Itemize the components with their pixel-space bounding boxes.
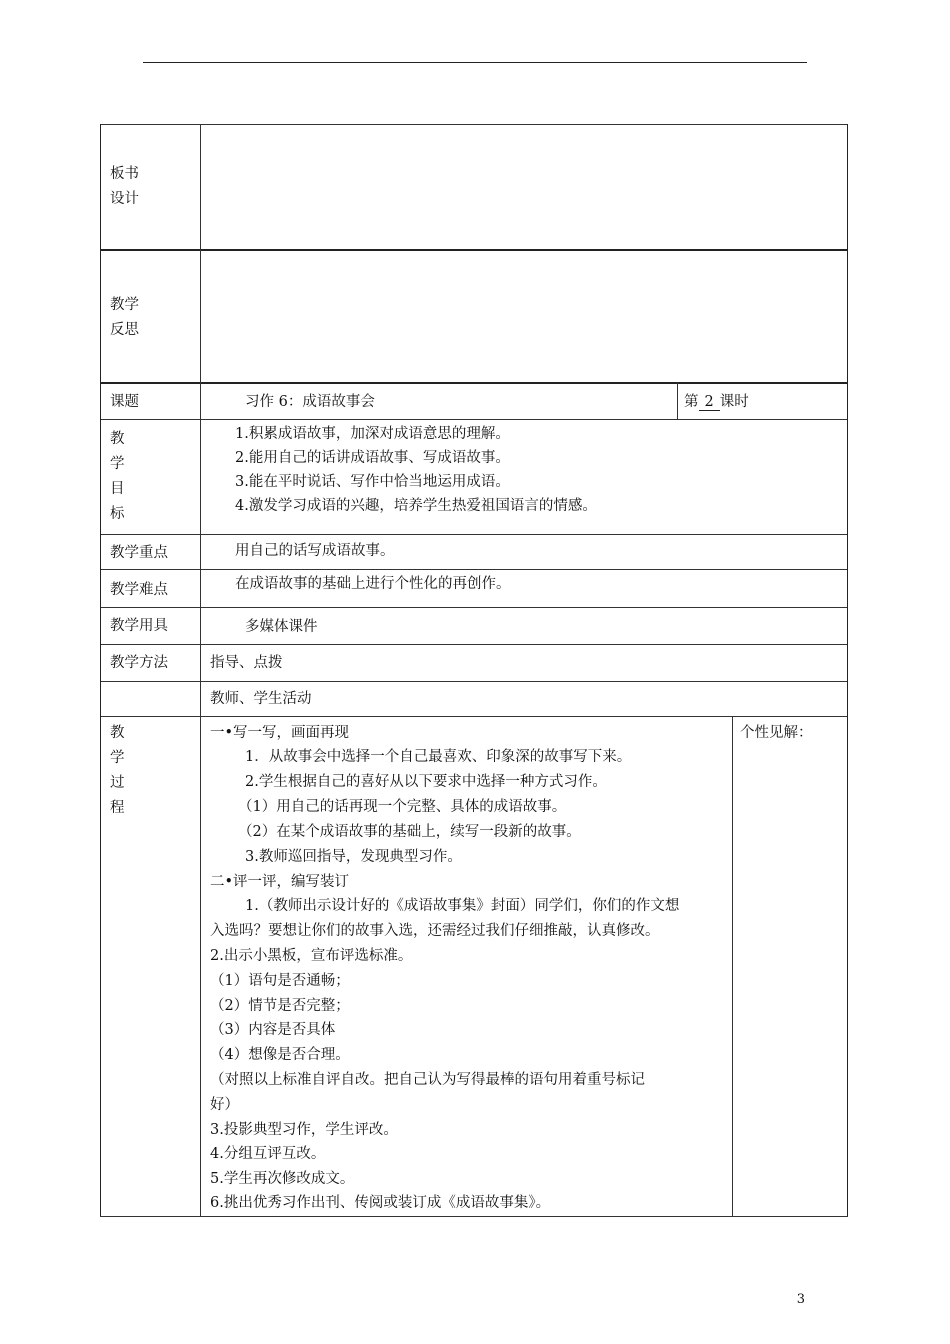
notes-column-divider xyxy=(732,716,733,1216)
row-divider xyxy=(100,249,848,251)
goal-item: 4.激发学习成语的兴趣，培养学生热爱祖国语言的情感。 xyxy=(235,498,597,514)
row-divider xyxy=(100,607,848,608)
process-line: 2.出示小黑板，宣布评选标准。 xyxy=(210,948,413,964)
key-point-value: 用自己的话写成语故事。 xyxy=(235,543,395,559)
process-line: （1）用自己的话再现一个完整、具体的成语故事。 xyxy=(238,799,567,815)
goals-label-char: 目 xyxy=(110,481,125,497)
row-divider xyxy=(100,716,848,717)
goal-item: 2.能用自己的话讲成语故事、写成语故事。 xyxy=(235,450,510,466)
row-divider xyxy=(100,419,848,420)
reflection-label: 反思 xyxy=(110,322,139,338)
topic-value: 习作 6：成语故事会 xyxy=(245,394,375,410)
lesson-prefix: 第 xyxy=(684,394,699,410)
process-line: （4）想像是否合理。 xyxy=(210,1047,350,1063)
process-line: （2）情节是否完整； xyxy=(210,998,350,1014)
method-label: 教学方法 xyxy=(110,655,168,671)
personal-notes-label: 个性见解： xyxy=(740,725,813,741)
header-rule xyxy=(143,62,807,63)
goals-label-char: 学 xyxy=(110,456,125,472)
row-divider xyxy=(100,382,848,384)
table-border-bottom xyxy=(100,1216,848,1217)
difficulty-value: 在成语故事的基础上进行个性化的再创作。 xyxy=(235,576,511,592)
process-line: 3.投影典型习作，学生评改。 xyxy=(210,1122,398,1138)
process-line: 好） xyxy=(210,1097,239,1113)
process-line: 二•评一评，编写装订 xyxy=(210,874,350,890)
process-line: 5.学生再次修改成文。 xyxy=(210,1171,355,1187)
method-value: 指导、点拨 xyxy=(210,655,283,671)
process-line: （对照以上标准自评自改。把自己认为写得最棒的语句用着重号标记 xyxy=(210,1072,645,1088)
activity-header: 教师、学生活动 xyxy=(210,691,312,707)
process-line: 一•写一写，画面再现 xyxy=(210,725,350,741)
lesson-column-divider xyxy=(677,382,678,419)
process-line: 1．从故事会中选择一个自己最喜欢、印象深的故事写下来。 xyxy=(245,749,632,765)
process-label-char: 程 xyxy=(110,800,125,816)
reflection-label: 教学 xyxy=(110,297,139,313)
process-label-char: 学 xyxy=(110,750,125,766)
goals-label-char: 标 xyxy=(110,506,125,522)
row-divider xyxy=(100,569,848,570)
process-line: 3.教师巡回指导，发现典型习作。 xyxy=(245,849,462,865)
topic-label: 课题 xyxy=(110,394,139,410)
label-column-divider xyxy=(200,124,201,1216)
goals-label-char: 教 xyxy=(110,431,125,447)
process-line: 4.分组互评互改。 xyxy=(210,1146,326,1162)
process-line: 2.学生根据自己的喜好从以下要求中选择一种方式习作。 xyxy=(245,774,607,790)
goal-item: 3.能在平时说话、写作中恰当地运用成语。 xyxy=(235,474,510,490)
lesson-number xyxy=(684,393,749,411)
goal-item: 1.积累成语故事，加深对成语意思的理解。 xyxy=(235,426,510,442)
tools-label: 教学用具 xyxy=(110,618,168,634)
lesson-number-value: 2 xyxy=(699,394,720,411)
row-divider xyxy=(100,644,848,645)
process-line: 入选吗？要想让你们的故事入选，还需经过我们仔细推敲，认真修改。 xyxy=(210,923,660,939)
process-label-char: 教 xyxy=(110,725,125,741)
key-point-label: 教学重点 xyxy=(110,545,168,561)
lesson-suffix: 课时 xyxy=(719,394,749,410)
board-design-label: 设计 xyxy=(110,191,139,207)
process-line: 6.挑出优秀习作出刊、传阅或装订成《成语故事集》。 xyxy=(210,1195,551,1211)
table-border-right xyxy=(847,124,848,1216)
process-line: （1）语句是否通畅； xyxy=(210,973,350,989)
process-line: 1.（教师出示设计好的《成语故事集》封面）同学们，你们的作文想 xyxy=(245,898,680,914)
table-border-top xyxy=(100,124,848,125)
row-divider xyxy=(100,681,848,682)
page-number: 3 xyxy=(796,1292,805,1307)
board-design-label: 板书 xyxy=(110,166,139,182)
process-line: （2）在某个成语故事的基础上，续写一段新的故事。 xyxy=(238,824,581,840)
table-border-left xyxy=(100,124,101,1216)
difficulty-label: 教学难点 xyxy=(110,582,168,598)
row-divider xyxy=(100,534,848,535)
tools-value: 多媒体课件 xyxy=(245,619,318,635)
process-label-char: 过 xyxy=(110,775,125,791)
process-line: （3）内容是否具体 xyxy=(210,1022,336,1038)
